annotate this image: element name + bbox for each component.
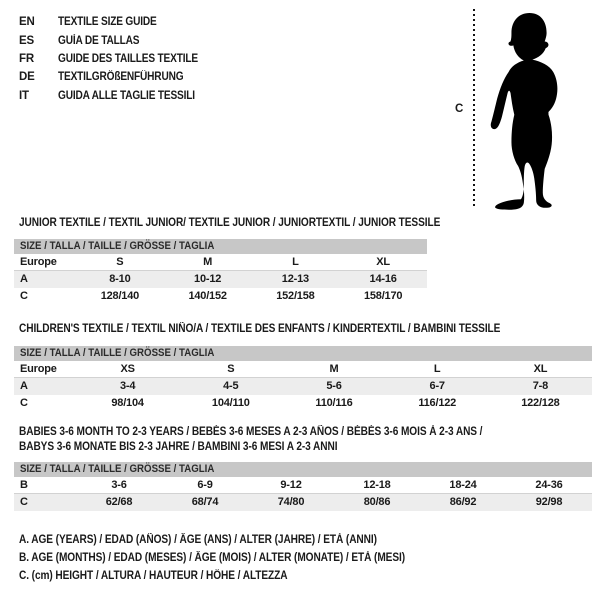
legend-notes: [19, 534, 458, 589]
table-row: [14, 494, 592, 511]
language-row-es: [19, 31, 217, 49]
size-cell: M: [329, 363, 339, 375]
language-label: TEXTILE SIZE GUIDE: [58, 16, 157, 29]
junior-size-table: [14, 239, 427, 305]
size-cell: 92/98: [535, 496, 563, 508]
size-cell: 62/68: [105, 496, 133, 508]
size-cell: M: [203, 256, 213, 268]
language-list: [19, 13, 217, 105]
language-label: TEXTILGRÖßENFÜHRUNG: [58, 71, 184, 84]
size-cell: 24-36: [535, 479, 563, 491]
table-row: [14, 288, 427, 305]
size-cell: 140/152: [188, 290, 227, 302]
size-cell: 128/140: [100, 290, 140, 302]
section-title-babies-line1: BABIES 3-6 MONTH TO 2-3 YEARS / BEBÉS 3-6 MESES A 2-3 AÑOS / BÉBÉS 3-6 MOIS À 2-3 ANS /: [19, 426, 483, 438]
table-row: [14, 254, 427, 271]
size-cell: 10-12: [194, 273, 222, 285]
size-cell: 18-24: [449, 479, 477, 491]
height-marker-line: [473, 9, 475, 207]
language-code: EN: [19, 16, 35, 29]
size-cell: S: [227, 363, 235, 375]
size-cell: XL: [533, 363, 548, 375]
size-cell: 104/110: [211, 397, 250, 409]
size-cell: L: [292, 256, 299, 268]
size-cell: 86/92: [449, 496, 477, 508]
row-label: C: [20, 290, 28, 302]
table-row: [14, 378, 592, 395]
language-label: GUIDE DES TAILLES TEXTILE: [58, 52, 198, 65]
size-cell: 7-8: [532, 380, 549, 392]
language-row-fr: [19, 50, 217, 68]
language-label: GUIDA ALLE TAGLIE TESSILI: [58, 89, 195, 102]
language-label: GUÍA DE TALLAS: [58, 34, 140, 47]
row-label: Europe: [20, 363, 57, 375]
size-header-bar: [14, 239, 427, 254]
size-cell: 80/86: [363, 496, 391, 508]
size-cell: 12-13: [281, 273, 309, 285]
language-code: ES: [19, 34, 34, 47]
size-cell: 3-4: [119, 380, 136, 392]
note-age-years: A. AGE (YEARS) / EDAD (AÑOS) / ÂGE (ANS) / ALTER (JAHRE) / ETÀ (ANNI): [19, 534, 377, 546]
size-cell: S: [116, 256, 124, 268]
size-cell: 98/104: [111, 397, 144, 409]
note-height-cm: C. (cm) HEIGHT / ALTURA / HAUTEUR / HÖHE / ALTEZZA: [19, 570, 288, 583]
size-cell: 6-7: [429, 380, 445, 392]
baby-silhouette-icon: [482, 6, 577, 212]
size-cell: 116/122: [418, 397, 457, 409]
row-label: B: [20, 479, 28, 491]
size-cell: 74/80: [277, 496, 305, 508]
row-label: C: [20, 397, 28, 409]
table-row: [14, 477, 592, 494]
size-cell: 6-9: [197, 479, 213, 491]
size-header-label: SIZE / TALLA / TAILLE / GRÖSSE / TAGLIA: [20, 240, 215, 252]
table-row: [14, 271, 427, 288]
section-title-junior: JUNIOR TEXTILE / TEXTIL JUNIOR/ TEXTILE JUNIOR / JUNIORTEXTIL / JUNIOR TESSILE: [19, 217, 441, 229]
size-header-label: SIZE / TALLA / TAILLE / GRÖSSE / TAGLIA: [20, 347, 215, 359]
size-header-bar: [14, 346, 592, 361]
table-row: [14, 395, 592, 412]
row-label: A: [20, 380, 28, 392]
size-header-bar: [14, 462, 592, 477]
language-code: IT: [19, 89, 29, 102]
height-marker-label: C: [455, 103, 464, 115]
size-cell: 9-12: [280, 479, 302, 491]
size-cell: 8-10: [109, 273, 131, 285]
row-label: Europe: [20, 256, 57, 268]
size-cell: L: [433, 363, 441, 375]
table-row: [14, 361, 592, 378]
size-cell: 5-6: [326, 380, 342, 392]
section-title-children: CHILDREN'S TEXTILE / TEXTIL NIÑO/A / TEXTILE DES ENFANTS / KINDERTEXTIL / BAMBINI TESSILE: [19, 323, 501, 335]
size-cell: 14-16: [369, 273, 397, 285]
size-cell: 12-18: [363, 479, 391, 491]
row-label: C: [20, 496, 28, 508]
language-code: DE: [19, 71, 35, 84]
section-title-babies-line2: BABYS 3-6 MONATE BIS 2-3 JAHRE / BAMBINI 3-6 MESI A 2-3 ANNI: [19, 440, 338, 453]
size-cell: 152/158: [276, 290, 315, 302]
note-age-months: B. AGE (MONTHS) / EDAD (MESES) / ÂGE (MOIS) / ALTER (MONATE) / ETÀ (MESI): [19, 552, 406, 565]
size-header-label: SIZE / TALLA / TAILLE / GRÖSSE / TAGLIA: [20, 463, 215, 475]
babies-size-table: [14, 462, 592, 511]
size-cell: 4-5: [223, 380, 239, 392]
size-cell: XL: [376, 256, 390, 268]
children-size-table: [14, 346, 592, 412]
language-row-de: [19, 68, 217, 86]
language-code: FR: [19, 52, 34, 65]
size-cell: 68/74: [191, 496, 219, 508]
size-cell: 3-6: [111, 479, 127, 491]
row-label: A: [20, 273, 28, 285]
language-row-it: [19, 87, 217, 105]
language-row-en: [19, 13, 217, 31]
size-cell: XS: [120, 363, 135, 375]
size-cell: 158/170: [363, 290, 403, 302]
size-cell: 110/116: [315, 397, 353, 409]
size-cell: 122/128: [521, 397, 560, 409]
